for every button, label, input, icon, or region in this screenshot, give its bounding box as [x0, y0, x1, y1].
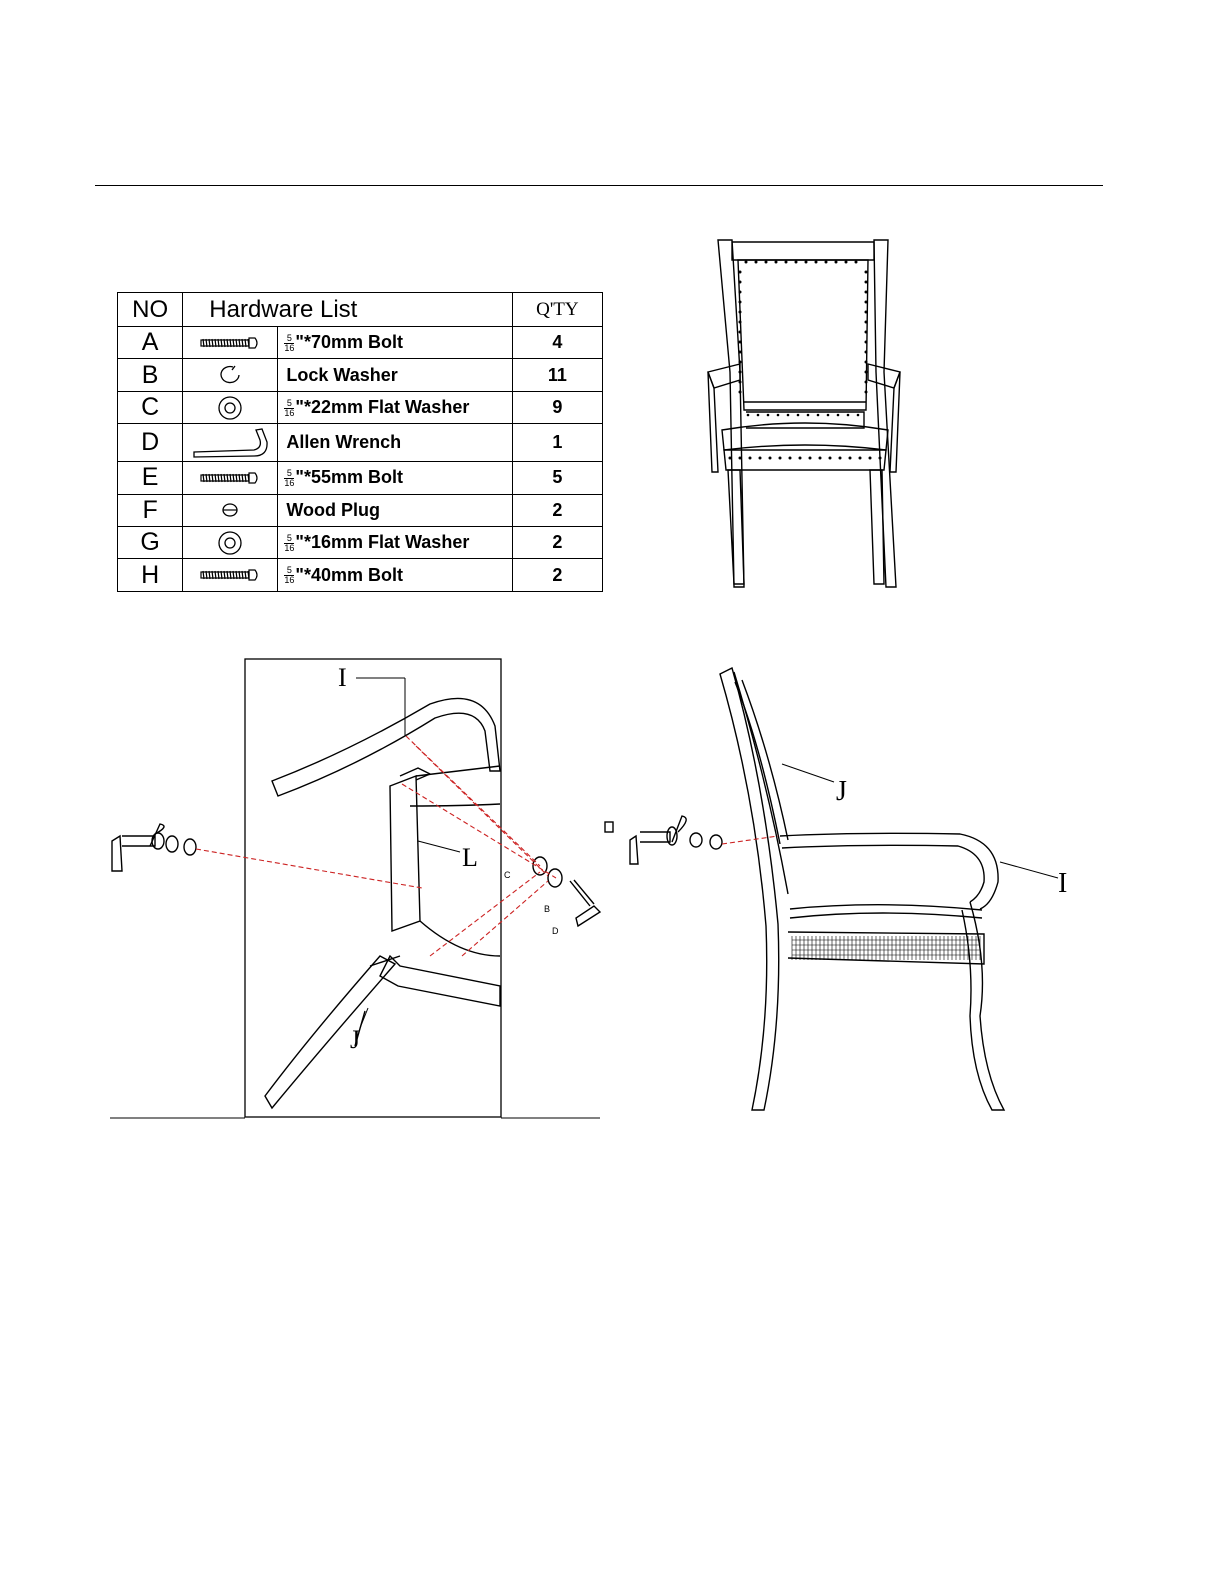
item-description [278, 327, 512, 359]
item-letter: F [118, 494, 183, 526]
item-description [278, 424, 512, 462]
flat-washer-icon [183, 391, 278, 423]
item-letter: E [118, 462, 183, 494]
hardware-row-f [118, 494, 603, 526]
part-b-label: B [544, 904, 551, 914]
item-quantity: 4 [512, 327, 602, 359]
item-description [278, 462, 512, 494]
hardware-row-e [118, 462, 603, 494]
item-quantity: 1 [512, 424, 602, 462]
fraction-5-16 [284, 399, 294, 418]
item-description [278, 391, 512, 423]
item-letter: D [118, 424, 183, 462]
item-quantity: 11 [512, 359, 602, 391]
table-header-row [118, 293, 603, 327]
item-quantity: 9 [512, 391, 602, 423]
fraction-5-16 [284, 469, 294, 488]
label-l: L [462, 843, 478, 872]
wood-plug-icon [183, 494, 278, 526]
label-j-side: J [836, 776, 847, 807]
fraction-denominator: 16 [284, 342, 295, 353]
item-quantity: 2 [512, 527, 602, 559]
chair-front-view [700, 232, 910, 592]
header-qty: Q'TY [512, 293, 602, 327]
fraction-numerator: 5 [284, 334, 294, 344]
part-c-label: C [504, 870, 511, 880]
item-description [278, 494, 512, 526]
hardware-row-a [118, 327, 603, 359]
right-side-view-diagram [600, 664, 1080, 1114]
header-divider [95, 185, 1103, 186]
label-j: J [350, 1025, 361, 1054]
item-description-text: "*70mm Bolt [295, 332, 403, 353]
item-letter: H [118, 559, 183, 592]
hardware-row-d [118, 424, 603, 462]
item-letter: B [118, 359, 183, 391]
lock-washer-icon [183, 359, 278, 391]
header-no: NO [118, 293, 183, 327]
item-description [278, 559, 512, 592]
item-letter: C [118, 391, 183, 423]
hardware-row-b [118, 359, 603, 391]
item-quantity: 5 [512, 462, 602, 494]
part-d-label: D [552, 926, 559, 936]
item-description [278, 359, 512, 391]
item-description [278, 527, 512, 559]
bolt-icon [183, 559, 278, 592]
item-description-text: "*22mm Flat Washer [295, 397, 470, 418]
side-view-drawing [600, 664, 1080, 1114]
hardware-row-c [118, 391, 603, 423]
hardware-row-h [118, 559, 603, 592]
left-assembly-diagram [100, 656, 620, 1121]
hardware-row-g [118, 527, 603, 559]
item-description-text: "*40mm Bolt [295, 564, 403, 585]
item-description-text: "*16mm Flat Washer [295, 532, 470, 553]
hardware-list-table [117, 292, 603, 592]
bolt-icon [183, 327, 278, 359]
fraction-numerator: 5 [284, 399, 294, 409]
header-hardware-list: Hardware List [183, 293, 513, 327]
label-i-side: I [1058, 868, 1068, 899]
fraction-numerator: 5 [284, 469, 294, 479]
bolt-icon [183, 462, 278, 494]
fraction-numerator: 5 [284, 566, 294, 576]
item-letter: G [118, 527, 183, 559]
label-i: I [338, 663, 347, 692]
left-assembly-drawing [100, 656, 620, 1121]
item-quantity: 2 [512, 559, 602, 592]
fraction-5-16 [284, 334, 294, 353]
item-description-text: Lock Washer [286, 364, 398, 385]
fraction-5-16 [284, 534, 294, 553]
fraction-5-16 [284, 566, 294, 585]
fraction-denominator: 16 [284, 478, 295, 489]
fraction-numerator: 5 [284, 534, 294, 544]
item-letter: A [118, 327, 183, 359]
allen-wrench-icon [183, 424, 278, 462]
item-description-text: Wood Plug [286, 499, 381, 520]
flat-washer-icon [183, 527, 278, 559]
fraction-denominator: 16 [284, 543, 295, 553]
item-description-text: "*55mm Bolt [295, 467, 403, 488]
item-quantity: 2 [512, 494, 602, 526]
fraction-denominator: 16 [284, 407, 295, 418]
fraction-denominator: 16 [284, 575, 295, 586]
item-description-text: Allen Wrench [286, 432, 402, 453]
